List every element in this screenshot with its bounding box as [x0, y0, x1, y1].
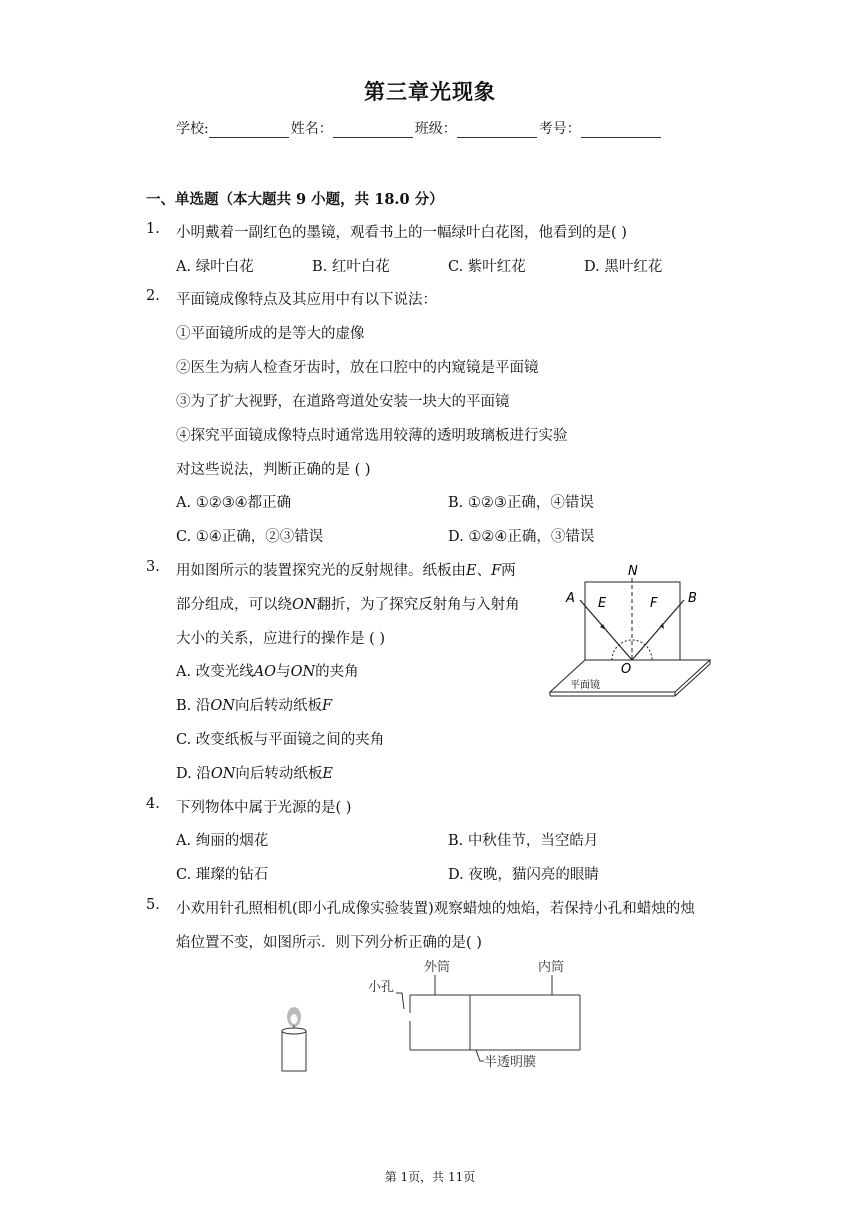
q2-option-c: C. ①④正确，②③错误 [176, 529, 324, 545]
q4-option-c: C. 璀璨的钻石 [176, 867, 269, 883]
q2-statement-2: ②医生为病人检查牙齿时，放在口腔中的内窥镜是平面镜 [176, 360, 539, 376]
school-label: 学校: [176, 121, 209, 137]
label-B: B [688, 591, 697, 606]
q2-statement-3: ③为了扩大视野，在道路弯道处安装一块大的平面镜 [176, 394, 510, 410]
candle [282, 1031, 306, 1071]
question-2-number: 2. [146, 288, 160, 304]
q2-prompt: 对这些说法，判断正确的是 ( ) [176, 462, 371, 478]
school-blank [209, 123, 289, 138]
pinhole-camera-figure [270, 955, 600, 1080]
reflection-apparatus-figure [540, 560, 715, 700]
q4-option-b: B. 中秋佳节，当空皓月 [448, 833, 599, 849]
q2-statement-1: ①平面镜所成的是等大的虚像 [176, 326, 365, 342]
page-footer: 第 1页，共 11页 [384, 1170, 476, 1184]
q2-statement-4: ④探究平面镜成像特点时通常选用较薄的透明玻璃板进行实验 [176, 428, 568, 444]
label-O: O [621, 662, 632, 677]
question-3-number: 3. [146, 559, 160, 575]
question-5-number: 5. [146, 897, 160, 913]
q1-option-b: B. 红叶白花 [312, 259, 390, 275]
question-4-number: 4. [146, 796, 160, 812]
q3-option-b: B. 沿ON向后转动纸板F [176, 698, 333, 714]
question-4-stem: 下列物体中属于光源的是( ) [176, 800, 352, 816]
section-heading: 一、单选题（本大题共 9 小题，共 18.0 分） [146, 191, 444, 208]
q1-option-a: A. 绿叶白花 [176, 259, 254, 275]
question-1-number: 1. [146, 221, 160, 237]
q2-option-a: A. ①②③④都正确 [176, 495, 292, 511]
q2-option-b: B. ①②③正确，④错误 [448, 495, 594, 511]
q2-option-d: D. ①②④正确，③错误 [448, 529, 595, 545]
name-label: 姓名： [290, 121, 333, 137]
label-N: N [628, 564, 638, 579]
q3-option-c: C. 改变纸板与平面镜之间的夹角 [176, 732, 385, 748]
mirror-label: 平面镜 [570, 680, 600, 691]
q5-line-1: 小欢用针孔照相机(即小孔成像实验装置)观察蜡烛的烛焰，若保持小孔和蜡烛的烛 [176, 901, 695, 917]
q4-option-a: A. 绚丽的烟花 [176, 833, 269, 849]
q3-line-1: 用如图所示的装置探究光的反射规律。纸板由E、F两 [176, 563, 516, 579]
question-2-stem: 平面镜成像特点及其应用中有以下说法： [176, 292, 437, 308]
id-label: 考号： [538, 121, 581, 137]
label-A: A [566, 591, 575, 606]
label-E: E [598, 596, 607, 611]
q5-line-2: 焰位置不变，如图所示．则下列分析正确的是( ) [176, 935, 482, 951]
student-info-line [176, 118, 663, 138]
q3-line-3: 大小的关系，应进行的操作是 ( ) [176, 631, 386, 647]
name-blank [333, 123, 413, 138]
q1-option-d: D. 黑叶红花 [584, 259, 663, 275]
question-1-stem: 小明戴着一副红色的墨镜，观看书上的一幅绿叶白花图，他看到的是( ) [176, 225, 627, 241]
label-outer-tube: 外筒 [424, 960, 451, 975]
q3-option-a: A. 改变光线AO与ON的夹角 [176, 664, 359, 680]
class-blank [457, 123, 537, 138]
q4-option-d: D. 夜晚，猫闪亮的眼睛 [448, 867, 599, 883]
label-inner-tube: 内筒 [538, 960, 565, 975]
q1-option-c: C. 紫叶红花 [448, 259, 526, 275]
label-film: 半透明膜 [484, 1055, 537, 1070]
label-hole: 小孔 [368, 980, 395, 995]
q3-option-d: D. 沿ON向后转动纸板E [176, 766, 333, 782]
q3-line-2: 部分组成，可以绕ON翻折，为了探究反射角与入射角 [176, 597, 520, 613]
label-F: F [650, 596, 658, 611]
id-blank [581, 123, 661, 138]
page-title: 第三章光现象 [364, 80, 496, 104]
class-label: 班级： [414, 121, 457, 137]
